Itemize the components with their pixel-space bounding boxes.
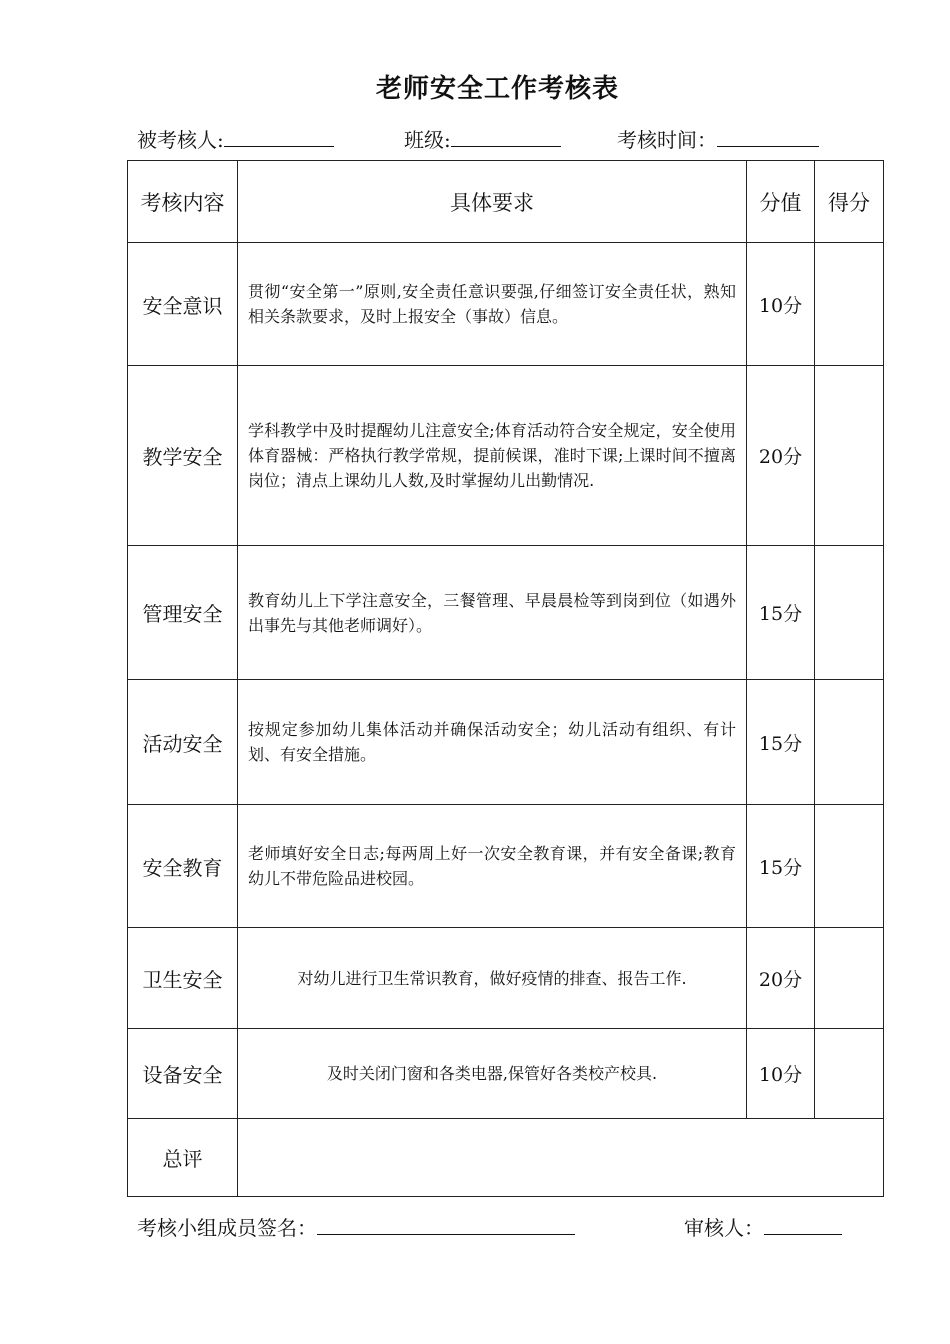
- table-row: [128, 366, 884, 546]
- assessment-table: [127, 160, 884, 1197]
- row-category: 教学安全: [128, 366, 238, 546]
- row-requirement: 对幼儿进行卫生常识教育，做好疫情的排查、报告工作.: [238, 928, 747, 1029]
- row-category: 安全教育: [128, 805, 238, 928]
- row-earned-cell[interactable]: [815, 805, 884, 928]
- row-requirement: 教育幼儿上下学注意安全，三餐管理、早晨晨检等到岗到位（如遇外出事先与其他老师调好）。: [238, 546, 747, 680]
- row-category: 管理安全: [128, 546, 238, 680]
- header-requirement: 具体要求: [238, 161, 747, 243]
- examinee-blank[interactable]: [224, 126, 334, 147]
- time-blank[interactable]: [717, 126, 819, 147]
- row-requirement: 贯彻“安全第一”原则,安全责任意识要强,仔细签订安全责任状，熟知相关条款要求，及时上报安全（事故）信息。: [238, 243, 747, 366]
- row-earned-cell[interactable]: [815, 366, 884, 546]
- table-row: [128, 928, 884, 1029]
- row-score: 15分: [747, 805, 815, 928]
- row-requirement: 学科教学中及时提醒幼儿注意安全;体育活动符合安全规定，安全使用体育器械：严格执行教学常规，提前候课，准时下课;上课时间不擅离岗位；清点上课幼儿人数,及时掌握幼儿出勤情况.: [238, 366, 747, 546]
- table-row: [128, 243, 884, 366]
- reviewer-label: 审核人：: [684, 1216, 764, 1240]
- row-earned-cell[interactable]: [815, 243, 884, 366]
- class-field: [404, 124, 561, 153]
- row-earned-cell[interactable]: [815, 680, 884, 805]
- table-row: [128, 1029, 884, 1119]
- summary-label: 总评: [128, 1119, 238, 1197]
- summary-cell[interactable]: [238, 1119, 884, 1197]
- row-score: 15分: [747, 546, 815, 680]
- time-label: 考核时间：: [617, 128, 717, 152]
- reviewer-blank[interactable]: [764, 1214, 842, 1235]
- team-signature-blank[interactable]: [317, 1214, 575, 1235]
- header-category: 考核内容: [128, 161, 238, 243]
- row-earned-cell[interactable]: [815, 928, 884, 1029]
- reviewer-field: [684, 1212, 842, 1241]
- info-row: [0, 124, 950, 154]
- row-score: 20分: [747, 928, 815, 1029]
- time-field: [617, 124, 819, 153]
- summary-row: [128, 1119, 884, 1197]
- row-category: 设备安全: [128, 1029, 238, 1119]
- row-earned-cell[interactable]: [815, 546, 884, 680]
- class-blank[interactable]: [451, 126, 561, 147]
- team-signature-label: 考核小组成员签名：: [137, 1216, 317, 1240]
- row-category: 活动安全: [128, 680, 238, 805]
- row-score: 15分: [747, 680, 815, 805]
- team-signature-field: [137, 1212, 575, 1241]
- row-requirement: 按规定参加幼儿集体活动并确保活动安全；幼儿活动有组织、有计划、有安全措施。: [238, 680, 747, 805]
- header-row: [128, 161, 884, 243]
- row-requirement: 老师填好安全日志;每两周上好一次安全教育课，并有安全备课;教育幼儿不带危险品进校园。: [238, 805, 747, 928]
- row-category: 安全意识: [128, 243, 238, 366]
- table-row: [128, 805, 884, 928]
- examinee-label: 被考核人:: [137, 128, 224, 152]
- row-category: 卫生安全: [128, 928, 238, 1029]
- row-score: 10分: [747, 1029, 815, 1119]
- page-title: 老师安全工作考核表: [375, 74, 619, 104]
- row-requirement: 及时关闭门窗和各类电器,保管好各类校产校具.: [238, 1029, 747, 1119]
- row-score: 10分: [747, 243, 815, 366]
- examinee-field: [137, 124, 334, 153]
- signature-footer: [0, 1212, 950, 1242]
- row-score: 20分: [747, 366, 815, 546]
- header-earned: 得分: [815, 161, 884, 243]
- table-row: [128, 680, 884, 805]
- table-row: [128, 546, 884, 680]
- header-score: 分值: [747, 161, 815, 243]
- row-earned-cell[interactable]: [815, 1029, 884, 1119]
- class-label: 班级:: [404, 128, 451, 152]
